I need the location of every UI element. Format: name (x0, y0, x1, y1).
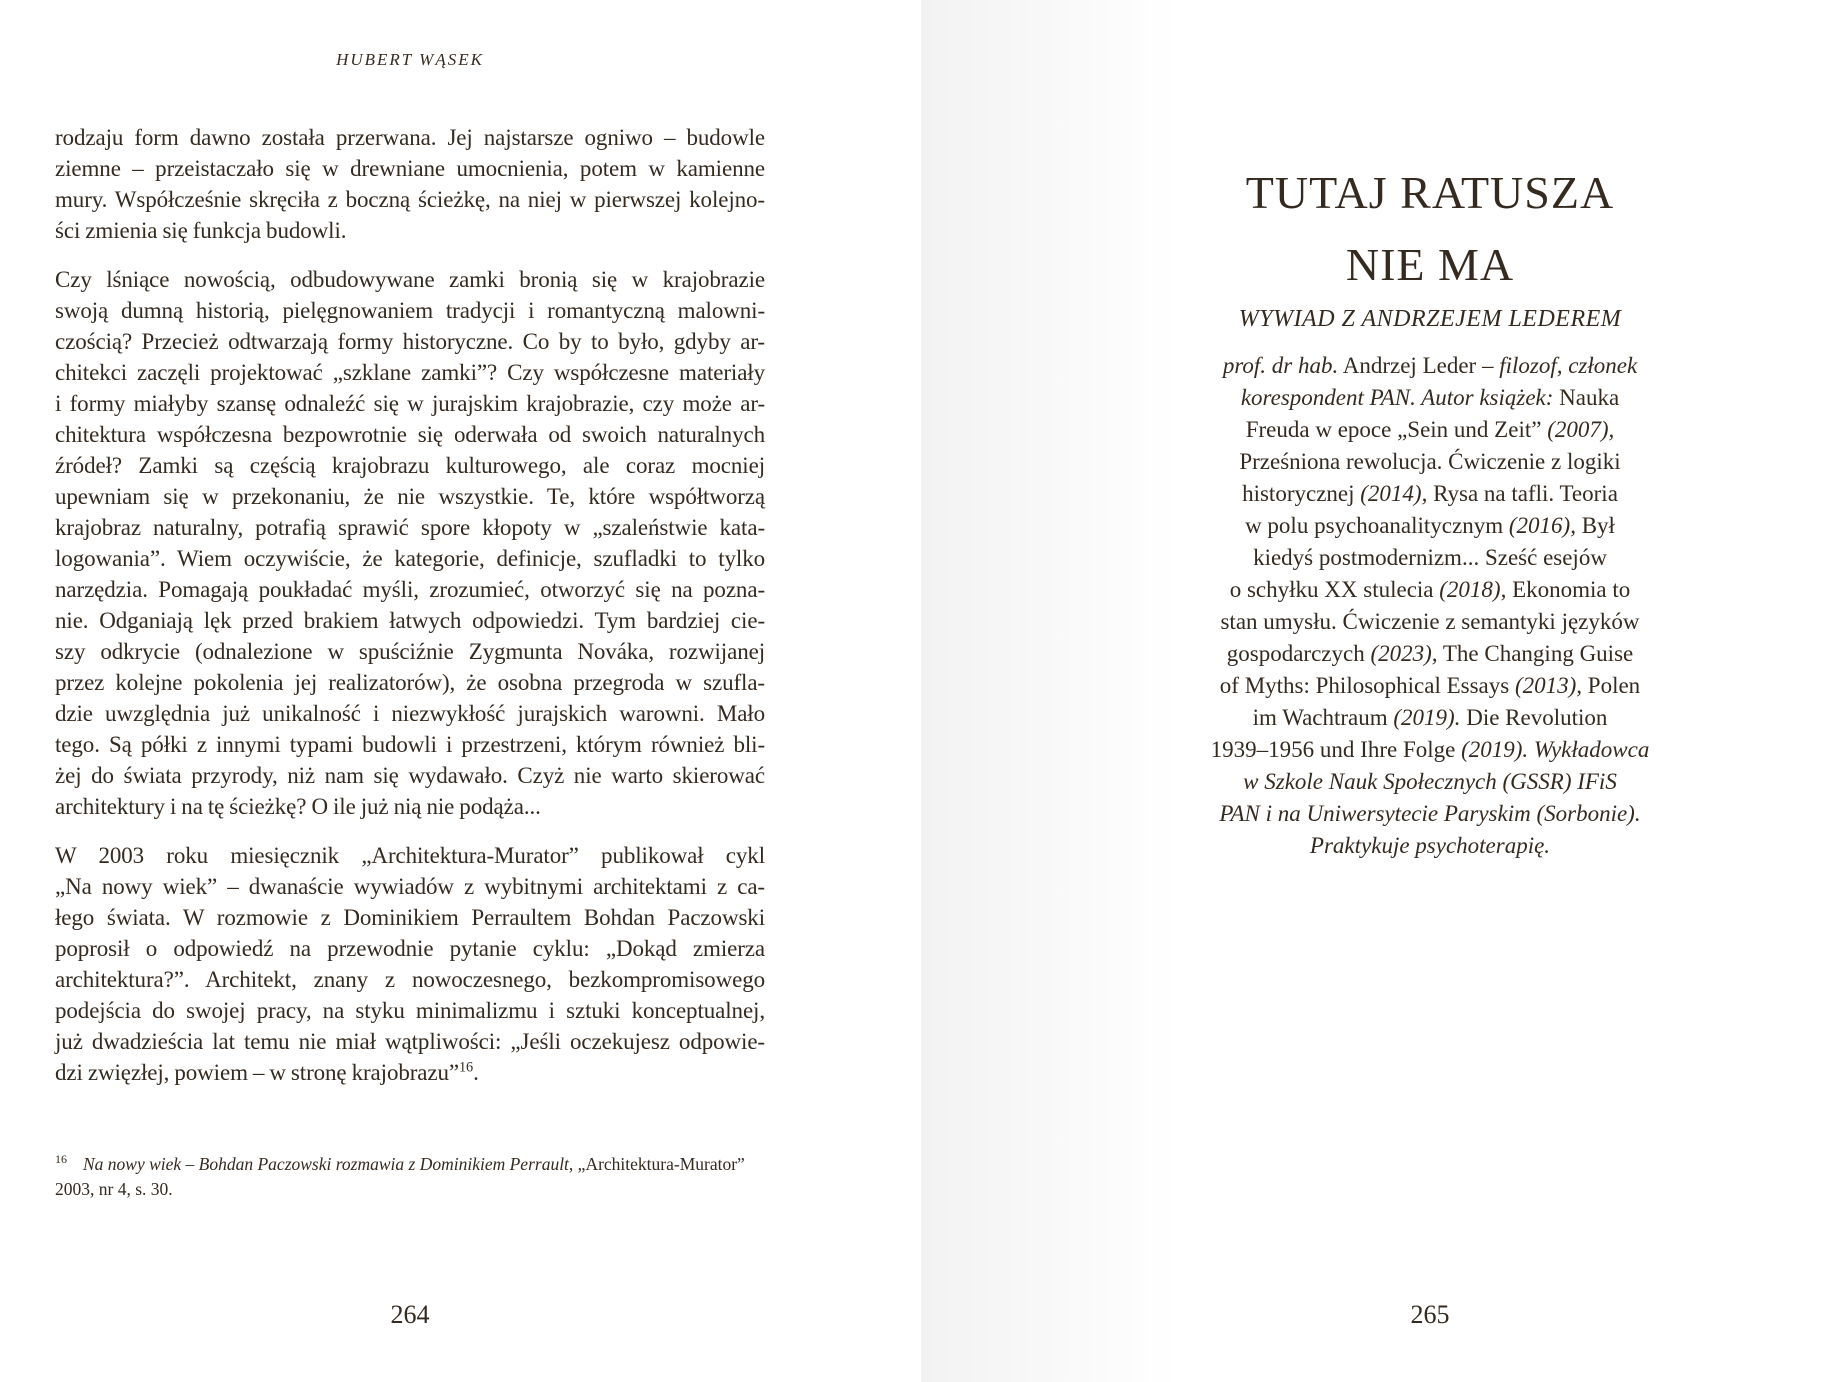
bio-line: historycznej (2014), Rysa na tafli. Teoria (1242, 481, 1618, 506)
body-line: żej do świata przyrody, niż nam się wydawało. Czyż nie warto skierować (55, 763, 765, 788)
body-line: swoją dumną historią, pielęgnowaniem tradycji i romantyczną malowni- (55, 298, 765, 323)
body-line: rodzaju form dawno została przerwana. Jej najstarsze ogniwo – budowle (55, 125, 765, 150)
paragraph (55, 840, 765, 1088)
bio-line: korespondent PAN. Autor książek: Nauka (1240, 385, 1620, 410)
body-line: przez kolejne pokolenia jej realizatorów), że osobna przegroda w szufla- (55, 670, 765, 695)
bio-line: Prześniona rewolucja. Ćwiczenie z logiki (1239, 449, 1621, 474)
running-header: HUBERT WĄSEK (336, 50, 484, 69)
body-line: logowania”. Wiem oczywiście, że kategorie, definicje, szufladki to tylko (55, 546, 765, 571)
chapter-title (1130, 157, 1730, 301)
body-line: ści zmienia się funkcja budowli. (55, 218, 347, 243)
bio-line: Praktykuje psychoterapię. (1309, 833, 1551, 858)
footnote-number: 16 (55, 1152, 67, 1167)
body-line: dzi zwięzłej, powiem – w stronę krajobrazu”$^{16}$. (55, 1059, 479, 1085)
page-number-right: 265 (1410, 1300, 1450, 1329)
body-line: chitektura współczesna bezpowrotnie się oderwała od swoich naturalnych (55, 422, 765, 447)
bio-line: 1939–1956 und Ihre Folge (2019). Wykładowca (1210, 737, 1650, 762)
body-line: ziemne – przeistaczało się w drewniane umocnienia, potem w kamienne (55, 156, 765, 181)
bio-line: gospodarczych (2023), The Changing Guise (1226, 641, 1634, 666)
bio-line: stan umysłu. Ćwiczenie z semantyki języków (1220, 609, 1640, 634)
bio-line: o schyłku XX stulecia (2018), Ekonomia to (1229, 577, 1631, 602)
body-line: i formy miałyby szansę odnaleźć się w jurajskim krajobrazie, czy może ar- (55, 391, 765, 416)
body-line: W 2003 roku miesięcznik „Architektura-Murator” publikował cykl (55, 843, 765, 868)
bio-line: Freuda w epoce „Sein und Zeit” (2007), (1245, 417, 1615, 442)
body-line: źródeł? Zamki są częścią krajobrazu kulturowego, ale coraz mocniej (55, 453, 765, 478)
paragraph (55, 264, 765, 822)
chapter-title-line-2: NIE MA (1345, 238, 1515, 290)
bio (1130, 350, 1730, 862)
page-number-left: 264 (390, 1300, 430, 1329)
chapter-title-line-1: TUTAJ RATUSZA (1245, 166, 1615, 218)
bio-line: of Myths: Philosophical Essays (2013), Polen (1219, 673, 1641, 698)
body-line: dzie uwzględnia już unikalność i niezwykłość jurajskich warowni. Mało (55, 701, 765, 726)
body-line: mury. Współcześnie skręciła z boczną ścieżkę, na niej w pierwszej kolejno- (55, 187, 765, 212)
bio-line: PAN i na Uniwersytecie Paryskim (Sorbonie). (1219, 801, 1641, 826)
body-line: Czy lśniące nowością, odbudowywane zamki bronią się w krajobrazie (55, 267, 765, 292)
body-line: czością? Przecież odtwarzają formy historyczne. Co by to było, gdyby ar- (55, 329, 765, 354)
body-line: nie. Odganiają lęk przed brakiem łatwych odpowiedzi. Tym bardziej cie- (55, 608, 765, 633)
paragraph (55, 122, 765, 246)
body-line: tego. Są półki z innymi typami budowli i przestrzeni, którym również bli- (55, 732, 765, 757)
bio-line: kiedyś postmodernizm... Sześć esejów (1253, 545, 1607, 570)
bio-line: im Wachtraum (2019). Die Revolution (1252, 705, 1608, 730)
bio-line: w Szkole Nauk Społecznych (GSSR) IFiS (1243, 769, 1617, 794)
body-line: łego świata. W rozmowie z Dominikiem Perraultem Bohdan Paczowski (55, 905, 765, 930)
body-line: poprosił o odpowiedź na przewodnie pytanie cyklu: „Dokąd zmierza (55, 936, 765, 961)
footnote-italic-text: Na nowy wiek – Bohdan Paczowski rozmawia z Dominikiem Perrault (83, 1154, 569, 1174)
body-line: narzędzia. Pomagają poukładać myśli, zrozumieć, otworzyć się na pozna- (55, 577, 765, 602)
body-line: podejścia do swojej pracy, na styku minimalizmu i sztuki konceptualnej, (55, 998, 765, 1023)
left-body (55, 122, 765, 1088)
body-line: „Na nowy wiek” – dwanaście wywiadów z wybitnymi architektami z ca- (55, 874, 765, 899)
bio-line: w polu psychoanalitycznym (2016), Był (1245, 513, 1615, 538)
footnote-roman-text: , „Architektura-Murator” 2003, nr 4, s. 30. (55, 1154, 745, 1199)
body-line: upewniam się w przekonaniu, że nie wszystkie. Te, które współtworzą (55, 484, 765, 509)
body-line: architektura?”. Architekt, znany z nowoczesnego, bezkompromisowego (55, 967, 765, 992)
footnote (55, 1152, 765, 1202)
body-line: szy odkrycie (odnalezione w spuściźnie Zygmunta Nováka, rozwijanej (55, 639, 765, 664)
chapter-subtitle: WYWIAD Z ANDRZEJEM LEDEREM (1238, 306, 1622, 332)
body-line: już dwadzieścia lat temu nie miał wątpliwości: „Jeśli oczekujesz odpowie- (55, 1029, 765, 1054)
body-line: chitekci zaczęli projektować „szklane zamki”? Czy współczesne materiały (55, 360, 765, 385)
bio-line: prof. dr hab. Andrzej Leder – filozof, członek (1222, 353, 1638, 378)
body-line: krajobraz naturalny, potrafią sprawić spore kłopoty w „szaleństwie kata- (55, 515, 765, 540)
body-line: architektury i na tę ścieżkę? O ile już nią nie podąża... (55, 794, 541, 819)
